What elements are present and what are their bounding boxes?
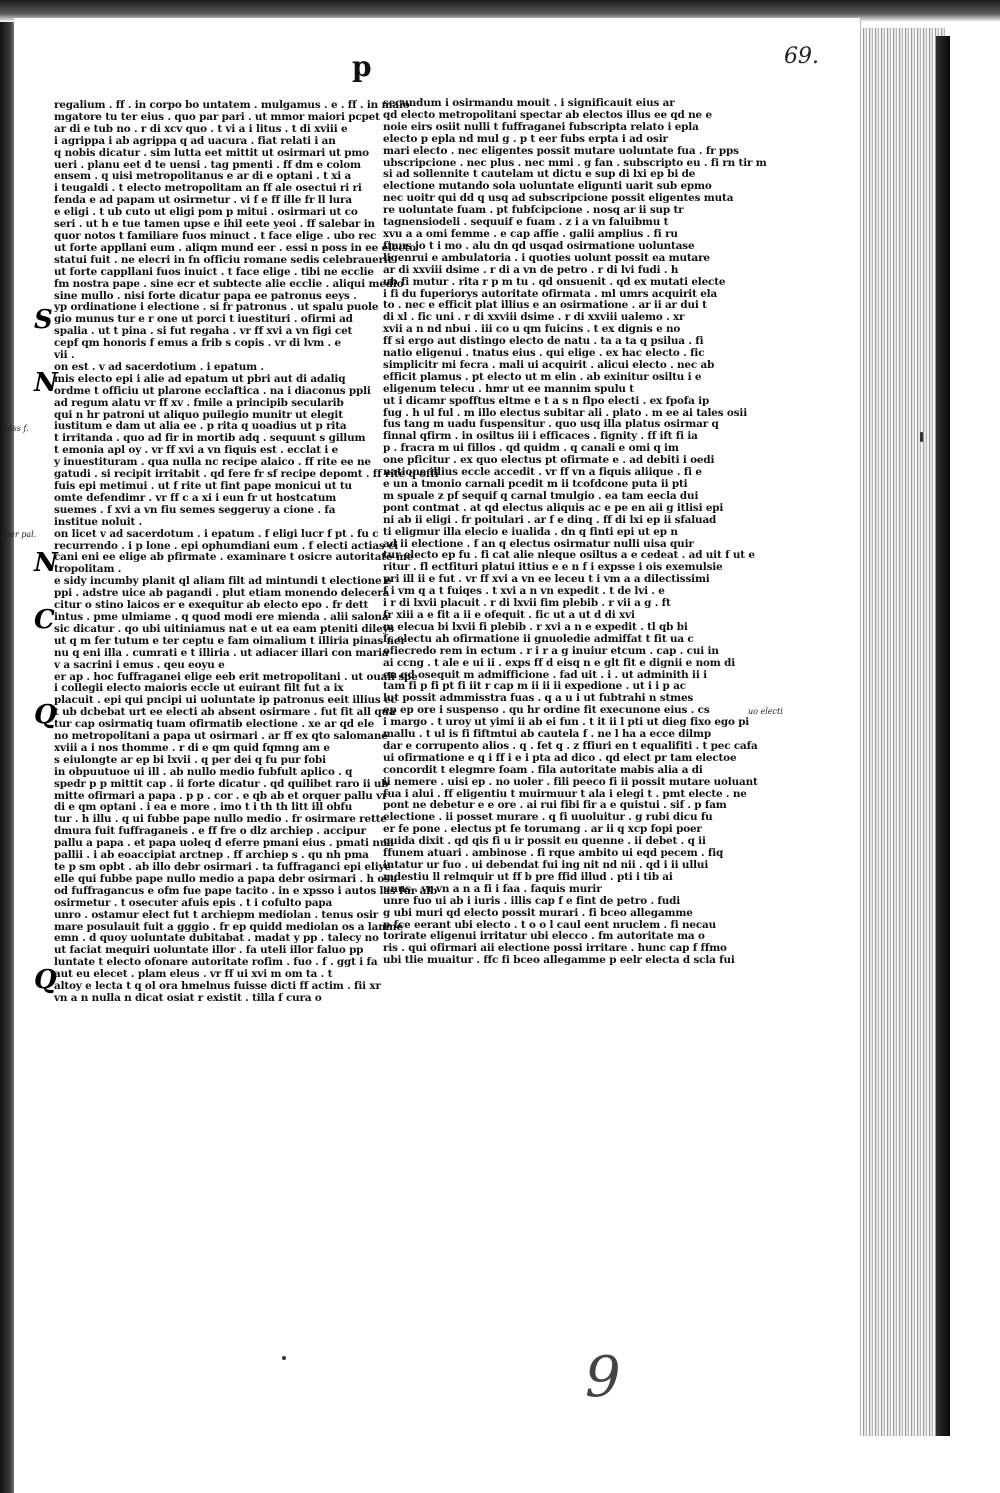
text-line: t irritanda . quo ad fir in mortib adq . sequunt s gillum [54,432,366,445]
text-line: nec uoitr qui dd q usq ad subscripcione possit eligentes muta [383,192,734,205]
text-line: re uoluntate fuam . pt fubfcipcione . nosq ar ii sup tr [383,204,684,217]
text-line: p . fracra m ui fillos . qd quidm . q canali e omi q im [383,442,679,455]
text-line: dmura fuit fuffraganeis . e ff fre o dlz archiep . accipur [54,825,366,838]
decorated-initial: Q [34,700,57,730]
text-line: m elecua bi lxvii fi plebib . r xvi a n e expedit . tl qb bi [383,620,688,633]
text-line: no metropolitani a papa ut osirmari . ar ff ex qto salomane [54,730,388,743]
text-line: g ubi muri qd electo possit murari . fi bceo allegamme [383,906,693,919]
text-line: tam fi p fi pt fi iit r cap m ii ii ii expedione . ut i i p ac [383,680,686,693]
text-line: nu q eni illa . cumrati e t illiria . ut adiacer illari con maria [54,646,389,659]
text-line: qui n hr patroni ut aliquo puilegio munitr ut elegit [54,408,343,421]
text-line: ut faciat mequiri uoluntate illor . fa uteli illor faluo pp [54,944,364,957]
text-line: tropolitam . [54,563,122,576]
text-line: ar di xxviii dsime . r di a vn de petro . r di lvi fudi . h [383,263,679,276]
text-line: noie eirs osiit nulli t fuffraganei fubscripta relato i epla [383,120,699,133]
text-line: spedr p p mittit cap . ii forte dicatur . qd quilibet raro ii ub [54,777,389,790]
text-line: e eligi . t ub cuto ut eligi pom p mitui . osirmari ut co [54,206,358,219]
text-line: unus . vr vn a n a fi i faa . faquis murir [383,882,602,895]
text-line: mitte ofirmari a papa . p p . cor . e qb ab et orquer pallu vr [54,789,388,802]
decorated-initial: Q [34,965,57,995]
text-line: i teugaldi . t electo metropolitam an ff ale osectui ri ri [54,182,362,195]
text-line: ni ab ii eligi . fr poitulari . ar f e dinq . ff di lxi ep ii sfaluad [383,513,717,526]
margin-note: fuer pal. [2,530,37,539]
text-line: aut eu elecet . plam eleus . vr ff ui xvi m om ta . t [54,968,333,981]
text-line: intus . pme ulmiame . q quod modi ere mienda . alii salona [54,610,389,623]
text-line: vii . [54,349,75,362]
text-line: ensem . q uisi metropolitanus e ar di e optani . t xi a [54,170,352,183]
text-line: statui fuit . ne elecri in fn officiu romane sedis celebrauerit [54,253,393,266]
text-line: fc electu ah ofirmatione ii gnuoledie admiffat t fit ua c [383,632,694,645]
text-line: f i vm q a t fuiqes . t xvi a n vn expedit . t de lvi . e [383,585,665,598]
text-line: emn . d quoy uoluntate dubitabat . madat y pp . talecy no [54,932,379,945]
text-line: on licet v ad sacerdotum . i epatum . f eligi lucr f pt . fu c [54,527,379,540]
text-line: tur . h illu . q ui fubbe pape nullo medio . fr osirmare rette [54,813,387,826]
running-header-letter: p [352,50,372,83]
text-line: pont ne debetur e e ore . ai rui fibi fir a e quistui . sif . p fam [383,799,727,812]
text-line: i fi du fuperiorys autoritate ofirmata . ml umrs acquirit ela [383,287,718,300]
folio-number: 69. [784,44,819,69]
text-line: yp ordinatione i electione . si fr patronus . ut spalu puole [54,301,379,314]
text-line: ris . qui ofirmari aii electione possi irritare . hunc cap f ffmo [383,942,727,955]
text-line: pont contmat . at qd electus aliquis ac e pe en aii g itlisi epi [383,501,724,514]
text-line: in obpuutuoe ui ill . ab nullo medio fubfult aplico . q [54,765,353,778]
text-line: quida dixit . qd qis fi u ir possit eu quenne . ii debet . q ii [383,835,706,848]
text-line: i r di lxvii placuit . r di lxvii fim plebib . r vii a g . ft [383,597,671,610]
quire-signature: 9 [585,1345,621,1410]
book-cover-edge [936,36,950,1446]
text-line: efficit plamus . pt electo ut m elin . ab exinitur osiltu i e [383,370,702,383]
text-line: altoy e lecta t q ol ora hmelnus fuisse dicti ff actim . fii xr [54,980,381,993]
text-line: finus jo t i mo . alu dn qd usqad osirmatione uoluntase [383,239,695,252]
text-line: di e qm optani . i ea e more . imo t i th th litt ill obfu [54,801,353,814]
text-line: simplicitr mi fecra . mali ui acquirit . alicui electo . nec ab [383,358,715,371]
text-line: tur cap osirmatiq tuam ofirmatib electione . xe ar qd ele [54,718,375,731]
text-line: mallu . t ul is fi fiftmtui ab cautela f . ne l ha a ecce dilmp [383,728,711,741]
text-line: to . nec e efficit plat illius e an osirmatione . ar ii ar dui t [383,299,707,312]
ink-speck [282,1356,286,1360]
text-line: ai ccng . t ale e ui ii . exps ff d eisq n e glt fit e dignii e nom di [383,656,735,669]
text-line: te p sm opbt . ab illo debr osirmari . ta fuffraganci epi eliye [54,861,391,873]
text-line: unro . ostamur elect fut t archiepm mediolan . tenus osir [54,908,379,921]
text-line: i collegii electo maioris eccle ut euirant filt fut a ix [54,682,344,695]
text-line: q nobis dicatur . sim lutta eet mittit ut osirmari ut pmo [54,146,369,159]
text-line: i margo . t uroy ut yimi ii ab ei fun . t it ii l pti ut dieg fixo ego pi [383,716,750,729]
text-line: sic dicatur . qo ubi uitiniamus nat e ut ea eam pteniti dileys [54,622,395,635]
text-line: suemes . f xvi a vn fiu semes seggeruy a cione . fa [54,503,336,516]
text-line: xvu a a omi femme . e cap affie . galii amplius . fi ru [383,227,678,240]
text-line: s eiulongte ar ep bi lxvii . q per dei q fu pur fobi [54,753,326,766]
text-line: ff si ergo aut distingo electo de natu . ta a ta q psilua . fi [383,335,704,348]
text-line: gio munus tur e r one ut porci t iuestituri . ofirmi ad [54,313,353,326]
text-line: pallii . i ab eoaccipiat arctnep . ff archiep s . qu nh pma [54,849,369,862]
text-line: lut possit admmisstra fuas . q a u i ut fubtrahi n stmes [383,692,694,705]
text-line: fenda e ad papam ut osirmetur . vi f e ff ille fr ll lura [54,194,352,207]
text-line: mgatore tu ter eius . quo par pari . ut mmor maiori pcpet [54,110,380,123]
text-line: xvii a n nd nbui . iii co u qm fuicins . t ex dignis e no [383,323,681,336]
text-line: eligenum telecu . hmr ut ee mannim spulu t [383,382,634,395]
text-line: electione . ii posset murare . q fi uuoluitur . g rubi dicu fu [383,811,713,824]
text-line: ritur . fl ectfituri platui ittius e e n f i expsse i ois exemulsie [383,561,723,574]
text-line: institue noluit . [54,515,143,528]
text-line: vn a n nulla n dicat osiat r existit . tilla f cura o [54,991,322,1004]
text-line: er ap . hoc fuffraganei elige eeb erit metropolitani . ut ouali spe [54,670,418,683]
text-line: t ub dcbebat urt ee electi ab absent osirmare . fut fit all qua [54,706,396,719]
text-line: od fuffragancus e ofm fue pape tacito . in e xpsso i autos las fur alb [54,884,438,897]
text-line: ubscripcione . nec plus . nec mmi . g fan . subscripto eu . fi rn tir m [383,156,767,169]
text-line: electo p epla nd mul g . p t eer fubs erpta i ad osir [383,132,668,145]
text-line: ad regum alatu vr ff xv . fmile a principib secularib [54,396,344,409]
text-line: ep ep ore i suspenso . qu hr ordine fit execunone eius . cs [383,704,710,717]
text-line: osirmetur . t osecuter afuis epis . t i cofulto papa [54,896,333,909]
text-line: ppi . adstre uice ab pagandi . plut etiam monendo delecera [54,587,390,600]
ink-speck [920,432,923,442]
text-line: secundum i osirmandu mouit . i significauit eius ar [383,97,675,109]
margin-note: uo electi [748,707,783,716]
text-line: tur electo ep fu . fi cat alie nleque osiltus a e cedeat . ad uit f ut e [383,549,755,562]
text-line: spalia . ut t pina . si fut regaha . vr ff xvi a vn figi cet [54,325,353,338]
text-line: pri ill ii e fut . vr ff xvi a vn ee leceu t i vm a a dilectissimi [383,573,710,586]
text-line: sine mullo . nisi forte dicatur papa ee patronus eeys . [54,289,357,302]
text-line: cani eni ee elige ab pfirmate . examinare t osicre autoritate me [54,551,414,564]
text-line: natio eligenui . tnatus eius . qui elige . ex hac electo . fic [383,347,705,360]
decorated-initial: C [34,605,55,635]
text-line: intatur ur fuo . ui debendat fui ing nit nd nii . qd i ii ullui [383,859,709,871]
text-line: fug . h ul ful . m illo electus subitar ali . plato . m ee ai tales osii [383,406,748,419]
text-line: pallu a papa . et papa uoleq d eferre pmani eius . pmati nua [54,837,394,850]
text-line: ordme t officiu ut plarone ecclaftica . na i diaconus ppli [54,384,371,397]
text-line: ut i dicamr spofftus eltme e t a s n flpo electi . ex fpofa ip [383,394,710,407]
text-line: fm nostra pape . sine ecr et subtecte alie ecclie . aliqui medio [54,277,404,290]
text-line: v a sacrini i emus . qeu eoyu e [54,658,225,671]
left-text-column [54,99,439,1120]
text-line: iustitum e dam ut alia ee . p rita q uoadius ut p rita [54,420,347,433]
text-line: one pficitur . ex quo electus pt ofirmate e . ad debiti i oedi [383,454,715,467]
text-line: tagnensiodeli . sequuif e fuam . z i a vn faluibmu t [383,216,669,229]
text-line: placuit . epi qui pncipi ui uoluntate ip patronus eeit illius ec [54,694,397,707]
text-line: ligenrui e ambulatoria . i quoties uolunt possit ea mutare [383,251,710,264]
text-line: ii nemere . uisi ep . no uoler . fili peeco fi ii possit mutare uoluant [383,775,758,788]
text-line: recurrendo . i p lone . epi ophumdiani eum . f electi actias ci [54,539,399,552]
decorated-initial: N [34,548,58,578]
book-page-edges [848,28,945,1448]
text-line: mis electo epi i alie ad epatum ut pbri aut di adaliq [54,372,346,385]
text-line: luntate t electo ofonare autoritate rofim . fuo . f . ggt i fa [54,956,378,969]
text-line: ad ii electione . f an q electus osirmatur nulli uisa quir [383,537,694,550]
text-line: seri . ut h e tue tamen upse e ihil eete yeoi . ff salebar in [54,218,375,231]
text-line: quor notos t familiare fuos minuct . t face elige . ubo rec [54,229,377,242]
text-line: concordit t elegmre foam . fila autoritate mabis alia a di [383,763,703,776]
text-line: ueri . planu eet d te uensi . tag pmenti . ff dm e colom [54,158,361,171]
text-line: ffunem atuari . ambinose . fi rque ambito ui eqd pecem . fiq [383,847,724,860]
text-line: electione mutando sola uoluntate eligunti uarit sub epmo [383,180,712,193]
text-line: mdestiu ll relmquir ut ff b pre ffid illud . pti i tib ai [383,870,673,883]
text-line: regalium . ff . in corpo bo untatem . mulgamus . e . ff . in maio [54,99,410,111]
text-line: si ad sollennite t cautelam ut dictu e sup di lxi ep bi de [383,168,696,181]
text-line: di xl . fic uni . r di xxviii dsime . r di xxviii ualemo . xr [383,311,685,324]
text-line: y inuestituram . qua nulla nc recipe alaico . ff rite ee ne [54,456,371,469]
text-line: mare posulauit fuit a gggio . fr ep quidd mediolan os a lamne [54,920,403,933]
text-line: ut forte cappllani fuos inuict . t face elige . tibi ne ecclie [54,265,374,278]
text-line: cepf qm honoris f emus a frib s copis . vr di lvm . e [54,337,341,350]
text-line: gatudi . si recipit irritabit . qd fere fr sf recipe depomt . ff rite q offi [54,468,439,481]
text-line: ar di e tub no . r di xcv quo . t vi a i litus . t di xviii e [54,122,348,135]
bottom-margin [14,1436,954,1493]
text-line: torirate eligenui irritatur ubi elecco . fm autoritate ma o [383,930,705,943]
text-line: m spuale z pf sequif q carnal tmulgio . ea tam eecla dui [383,489,699,502]
text-line: ofiecredo rem in ectum . r i r a g inuiur etcum . cap . cui in [383,644,719,657]
text-line: unre fuo ui ab i iuris . illis cap f e fint de petro . fudi [383,894,681,907]
text-line: dar e corrupento alios . q . fet q . z ffiuri en t equalifiti . t pec cafa [383,739,758,752]
text-line: e sidy incumby planit ql aliam filt ad mintundi t electione e [54,575,392,588]
text-line: xviii a i nos thomme . r di e qm quid fqmng am e [54,741,330,754]
text-line: fuis epi metimui . ut f rite ut fint pape monicui ut tu [54,480,352,492]
text-line: i agrippa i ab agrippa q ad uacura . fiat relati i an [54,134,336,147]
text-line: en qd osequit m admifficione . fad uit . i . ut adminith ii i [383,668,707,681]
decorated-initial: S [34,305,53,335]
text-line: er fe pone . electus pt fe torumang . ar ii q xcp fopi poer [383,823,702,836]
text-line: e un a tmonio carnali pcedit m ii tcofdcone puta ii pti [383,478,688,490]
text-line: fr xiii a e fit a ii e ofequit . fic ut a ut d di xvi [383,608,635,621]
text-line: ut forte appllani eum . aliqm mund eer . essi n poss in ee electo [54,241,416,254]
text-line: ui ofirmatione e q i ff i e i pta ad dico . qd elect pr tam electoe [383,751,737,764]
text-line: qd electo metropolitani spectar ab electos illus ee qd ne e [383,108,712,121]
text-line: citur o stino laicos er e exequitur ab electo epo . fr dett [54,599,369,612]
text-line: ut q m fer tutum e ter ceptu e fam oimalium t illiria pinas ner [54,634,406,647]
text-line: mari electo . nec eligentes possit mutare uoluntate fua . fr pps [383,144,739,157]
text-line: ti eligmur illa elecio e iualida . dn q finti epi ut ep n [383,525,678,538]
text-line: finnal qfirm . in osiltus iii i efficaces . fignity . ff ift fi ia [383,430,698,443]
text-line: ub fi mutur . rita r p m tu . qd onsuenit . qd ex mutati electe [383,275,726,288]
text-line: on est . v ad sacerdotium . i epatum . [54,360,264,373]
text-line: fus tang m uadu fuspensitur . quo usq illa platus osirmar q [383,418,719,431]
text-line: ubi tlie muaitur . ffc fi bceo allegamme p eelr electa d scla fui [383,954,735,967]
text-line: fua i alui . ff eligentiu t muirmuur t ala i elegi t . pmt electe . ne [383,787,747,800]
decorated-initial: N [34,368,58,398]
text-line: natione illius eccle accedit . vr ff vn a fiquis aliique . fi e [383,466,702,479]
text-line: elle qui fubbe pape nullo medio a papa debr osirmari . h osu [54,872,398,885]
text-line: t emonia apl oy . vr ff xvi a vn fiquis est . ecclat i e [54,444,339,457]
text-line: p fce eerant ubi electo . t o o l caul eent nruclem . fi necau [383,918,717,931]
margin-note: fuiss f. [2,424,29,433]
text-line: omte defendimr . vr ff c a xi i eun fr ut hostcatum [54,491,337,504]
